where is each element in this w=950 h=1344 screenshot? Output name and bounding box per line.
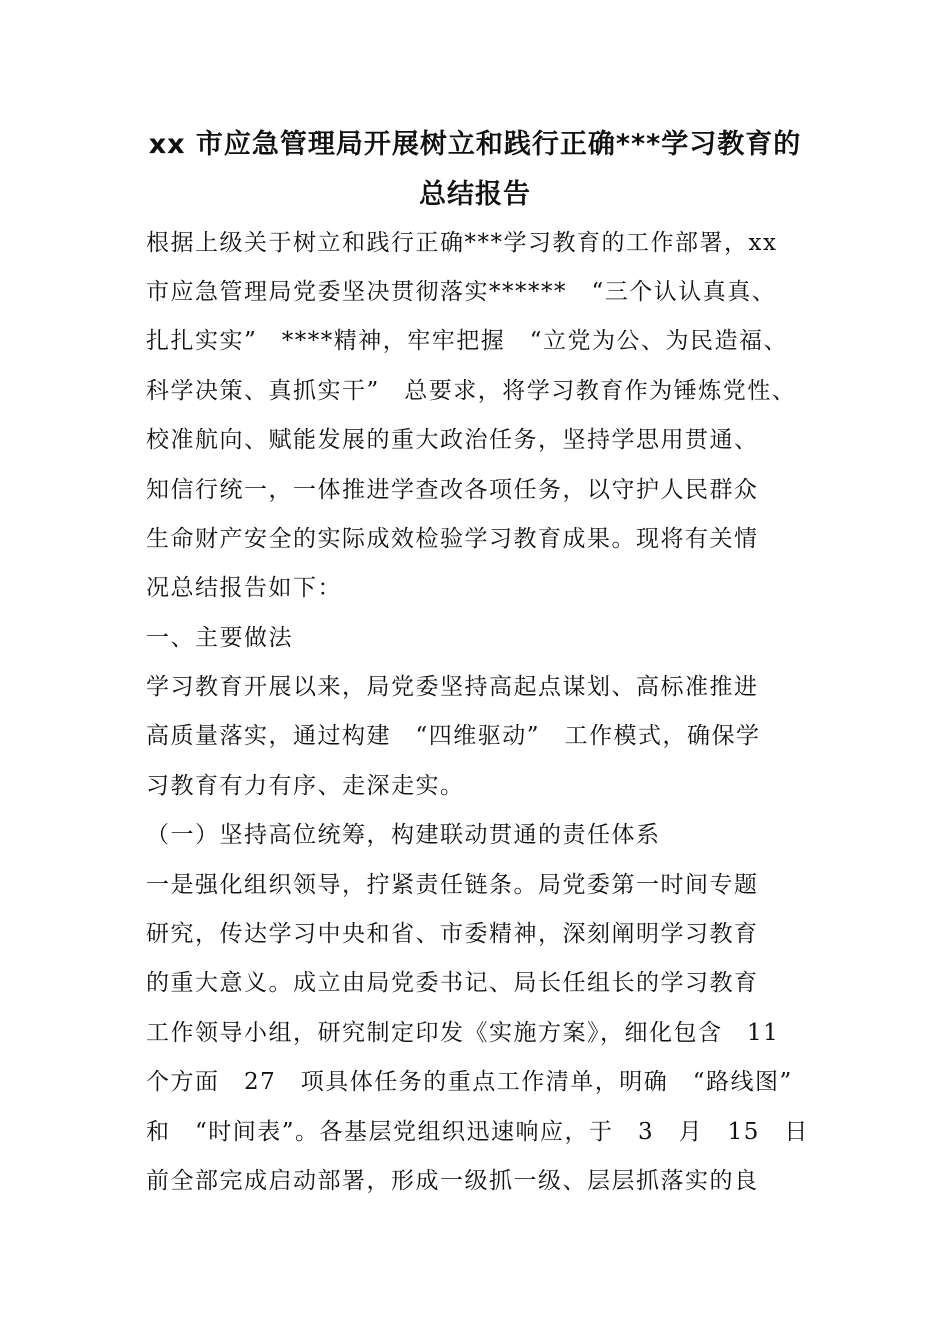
paragraph-line: 工作领导小组，研究制定印发《实施方案》，细化包含 11 (146, 1020, 780, 1046)
document-title-line-1: xx 市应急管理局开展树立和践行正确***学习教育的 (148, 129, 802, 160)
paragraph-line: 根据上级关于树立和践行正确***学习教育的工作部署，xx (146, 230, 778, 256)
paragraph-line: 习教育有力有序、走深走实。 (146, 773, 465, 799)
paragraph-line: 扎扎实实” ****精神，牢牢把握 “立党为公、为民造福、 (146, 328, 789, 354)
paragraph-line: 研究，传达学习中央和省、市委精神，深刻阐明学习教育 (146, 921, 759, 947)
paragraph-line: 和 “时间表”。各基层党组织迅速响应，于 3 月 15 日 (146, 1119, 809, 1145)
paragraph-line: 学习教育开展以来，局党委坚持高起点谋划、高标准推进 (146, 674, 759, 700)
paragraph-line: 的重大意义。成立由局党委书记、局长任组长的学习教育 (146, 970, 759, 996)
paragraph-line: 况总结报告如下： (146, 575, 342, 601)
paragraph-line: 校准航向、赋能发展的重大政治任务，坚持学思用贯通、 (146, 427, 759, 453)
paragraph-line: 一是强化组织领导，拧紧责任链条。局党委第一时间专题 (146, 872, 759, 898)
paragraph-line: 个方面 27 项具体任务的重点工作清单，明确 “路线图” (146, 1069, 793, 1095)
section-heading: 一、主要做法 (146, 625, 293, 651)
paragraph-line: 高质量落实，通过构建 “四维驱动” 工作模式，确保学 (146, 723, 761, 749)
subsection-heading: （一）坚持高位统筹，构建联动贯通的责任体系 (146, 822, 661, 848)
document-title-line-2: 总结报告 (419, 179, 531, 210)
paragraph-line: 市应急管理局党委坚决贯彻落实****** “三个认认真真、 (146, 279, 777, 305)
paragraph-line: 前全部完成启动部署，形成一级抓一级、层层抓落实的良 (146, 1168, 759, 1194)
paragraph-line: 知信行统一，一体推进学查改各项任务，以守护人民群众 (146, 477, 759, 503)
paragraph-line: 科学决策、真抓实干” 总要求，将学习教育作为锤炼党性、 (146, 378, 797, 404)
paragraph-line: 生命财产安全的实际成效检验学习教育成果。现将有关情 (146, 526, 759, 552)
